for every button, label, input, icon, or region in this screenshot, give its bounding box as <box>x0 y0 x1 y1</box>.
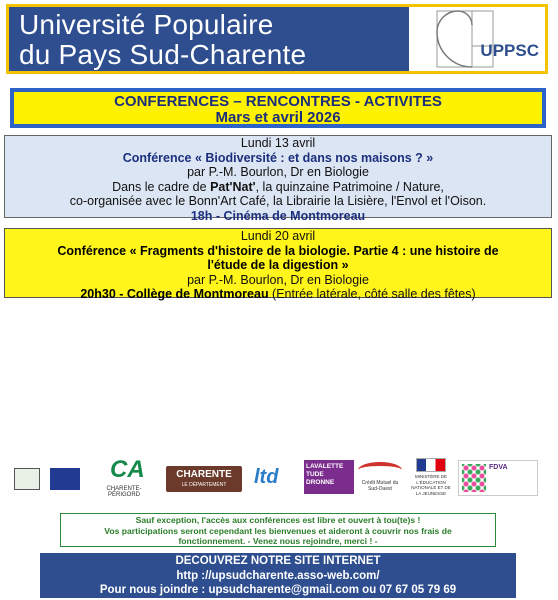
header-title-line1: Université Populaire <box>19 9 274 40</box>
event-context <box>5 180 551 195</box>
event-title: Conférence « Biodiversité : et dans nos maisons ? » <box>122 150 434 165</box>
event-time-place-row <box>5 287 551 302</box>
uppsc-logo <box>409 7 545 71</box>
event-context-bold: Pat'Nat' <box>210 179 256 194</box>
event-date: Lundi 13 avril <box>240 136 316 150</box>
event-card-2 <box>4 228 552 301</box>
program-title <box>10 88 546 128</box>
notice-line1: Sauf exception, l'accès aux conférences est libre et ouvert à tou(te)s ! <box>135 515 421 525</box>
credit-mutuel-logo <box>356 462 404 498</box>
dots-icon <box>462 464 486 492</box>
header-banner <box>6 4 548 74</box>
notice-line3: fonctionnement. - Venez nous rejoindre, merci ! - <box>178 536 378 546</box>
access-notice <box>60 513 496 547</box>
event-context-prefix: Dans le cadre de <box>112 179 211 194</box>
ministere-text: MINISTÈRE DE L'ÉDUCATION NATIONALE ET DE LA JEUNESSE <box>411 474 451 496</box>
event-title-line2: l'étude de la digestion » <box>207 258 349 272</box>
ltd-logo: ltd <box>254 466 279 488</box>
credit-agricole-logo <box>92 456 156 500</box>
program-title-line1: CONFERENCES – RENCONTRES - ACTIVITES <box>114 93 442 110</box>
ministere-logo <box>410 456 452 498</box>
charente-logo <box>166 466 242 492</box>
event-card-1 <box>4 135 552 223</box>
website-link[interactable]: http ://upsudcharente.asso-web.com/ <box>176 569 380 582</box>
uppsc-logo-text: UPPSC <box>480 41 539 60</box>
credit-mutuel-text: Crédit Mutuel du Sud-Ouest <box>361 480 399 492</box>
event-speaker: par P.-M. Bourlon, Dr en Biologie <box>187 165 369 179</box>
leader-icon <box>14 468 40 490</box>
charente-logo-sub: LE DÉPARTEMENT <box>181 482 227 488</box>
event-date: Lundi 20 avril <box>240 229 316 243</box>
contact-footer <box>40 553 516 598</box>
event-time-note: (Entrée latérale, côté salle des fêtes) <box>268 287 476 301</box>
eu-flag-icon <box>50 468 80 490</box>
french-flag-icon <box>416 458 446 472</box>
swoosh-icon <box>358 462 402 478</box>
event-speaker: par P.-M. Bourlon, Dr en Biologie <box>187 272 369 287</box>
lavalette-logo: LAVALETTE TUDE DRONNE <box>304 460 354 494</box>
charente-logo-text: CHARENTE <box>176 469 232 480</box>
fdva-logo <box>458 460 538 496</box>
fdva-text: FDVA <box>489 464 508 471</box>
credit-agricole-sub: CHARENTE-PÉRIGORD <box>106 486 142 498</box>
program-title-line2: Mars et avril 2026 <box>215 109 341 126</box>
partner-logos <box>14 456 544 500</box>
event-title-line1: Conférence « Fragments d'histoire de la biologie. Partie 4 : une histoire de <box>57 243 499 258</box>
notice-line2: Vos participations seront cependant les bienvenues et aideront à couvrir nos frais de <box>104 525 452 536</box>
event-time-place: 18h - Cinéma de Montmoreau <box>190 208 366 223</box>
footer-heading: DECOUVREZ NOTRE SITE INTERNET <box>175 555 381 567</box>
event-time-place: 20h30 - Collège de Montmoreau <box>80 287 269 301</box>
event-context-suffix: , la quinzaine Patrimoine / Nature, <box>255 179 444 194</box>
credit-agricole-mark: CA <box>110 456 145 483</box>
header-title-line2: du Pays Sud-Charente <box>19 39 307 70</box>
leader-eu-logo <box>14 464 84 494</box>
event-coorganizers: co-organisée avec le Bonn'Art Café, la Librairie la Lisière, l'Envol et l'Oison. <box>69 194 487 208</box>
contact-line[interactable]: Pour nous joindre : upsudcharente@gmail.com ou 07 67 05 79 69 <box>99 584 457 596</box>
